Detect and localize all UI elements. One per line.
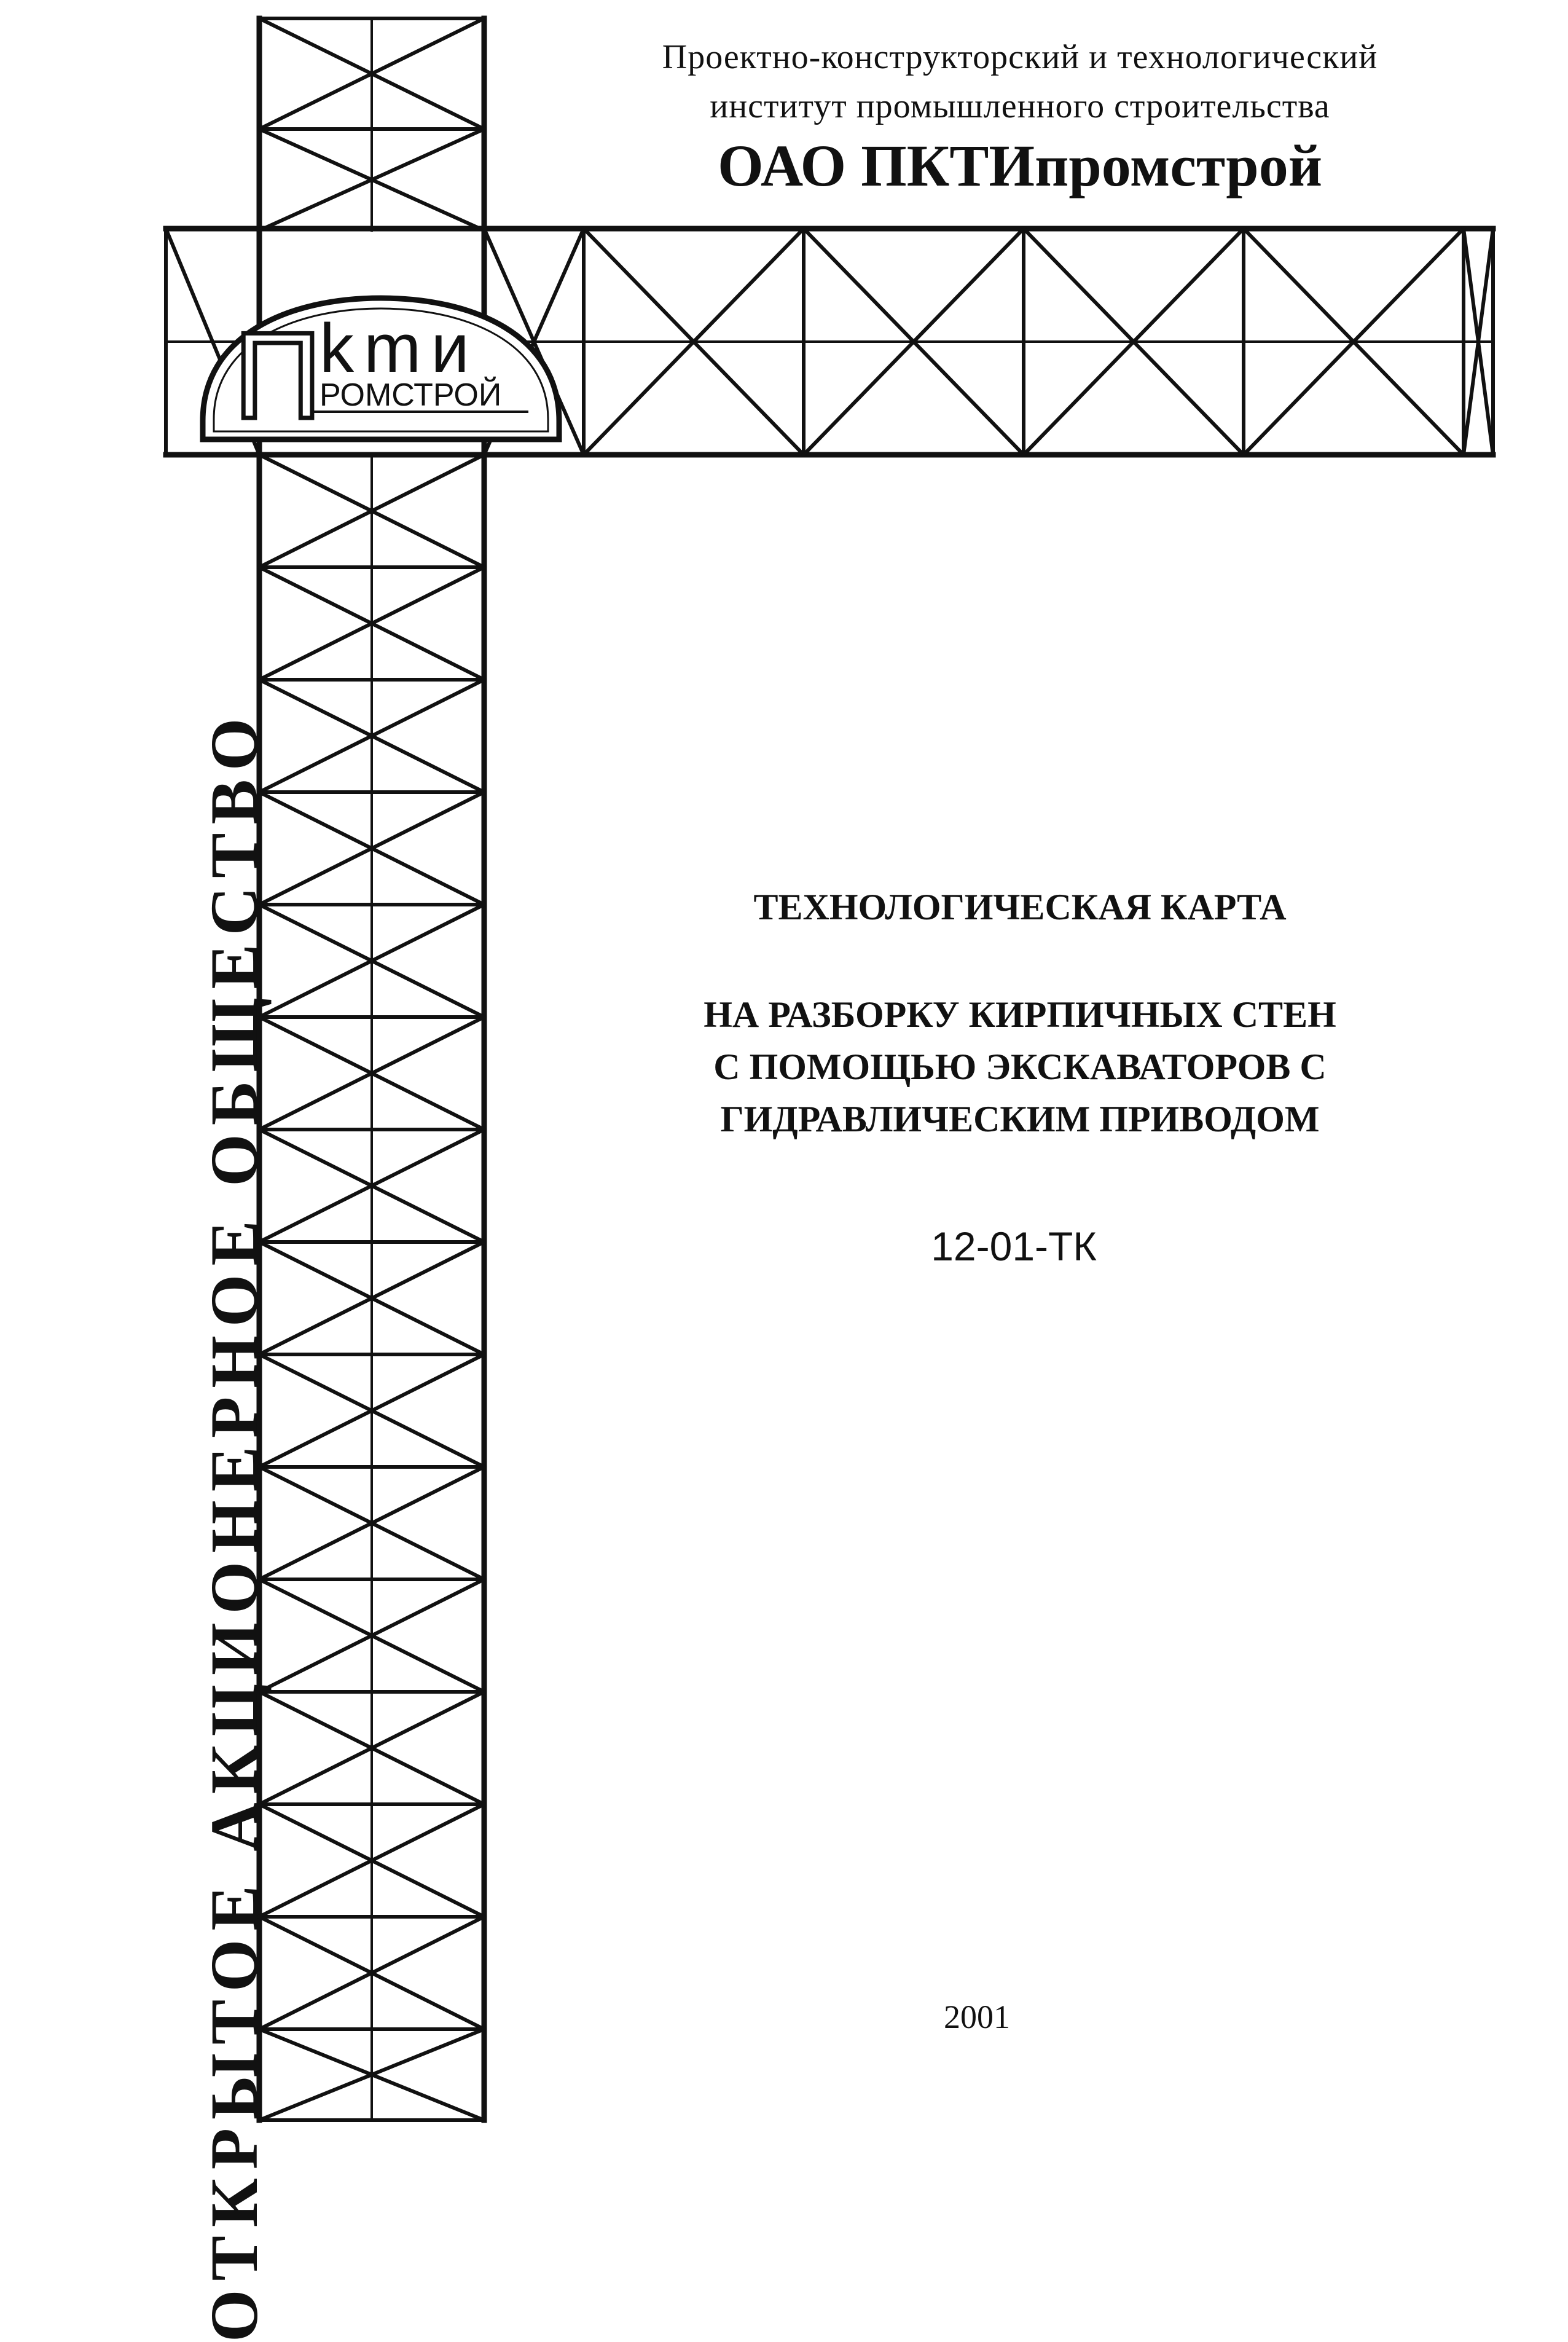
logo-subtext: РОМСТРОЙ bbox=[319, 377, 502, 413]
document-code: 12-01-ТК bbox=[931, 1224, 1097, 1269]
pktipromstroy-logo bbox=[184, 289, 578, 455]
document-title: ТЕХНОЛОГИЧЕСКАЯ КАРТА bbox=[753, 887, 1287, 927]
logo-small-letters: kmи bbox=[319, 310, 479, 387]
document-subtitle-line: ГИДРАВЛИЧЕСКИМ ПРИВОДОМ bbox=[720, 1099, 1320, 1139]
institute-name-line-2: институт промышленного строительства bbox=[710, 87, 1330, 125]
logo-big-letter: П bbox=[233, 307, 322, 444]
vertical-company-type-label: ОТКРЫТОЕ АКЦИОНЕРНОЕ ОБЩЕСТВО bbox=[197, 709, 272, 2342]
document-year: 2001 bbox=[944, 1998, 1010, 2035]
institute-name-line-1: Проектно-конструкторский и технологический bbox=[662, 38, 1378, 76]
document-subtitle-line: С ПОМОЩЬЮ ЭКСКАВАТОРОВ С bbox=[713, 1047, 1327, 1087]
company-brand-name: ОАО ПКТИпромстрой bbox=[718, 133, 1322, 198]
document-subtitle-line: НА РАЗБОРКУ КИРПИЧНЫХ СТЕН bbox=[704, 994, 1336, 1035]
